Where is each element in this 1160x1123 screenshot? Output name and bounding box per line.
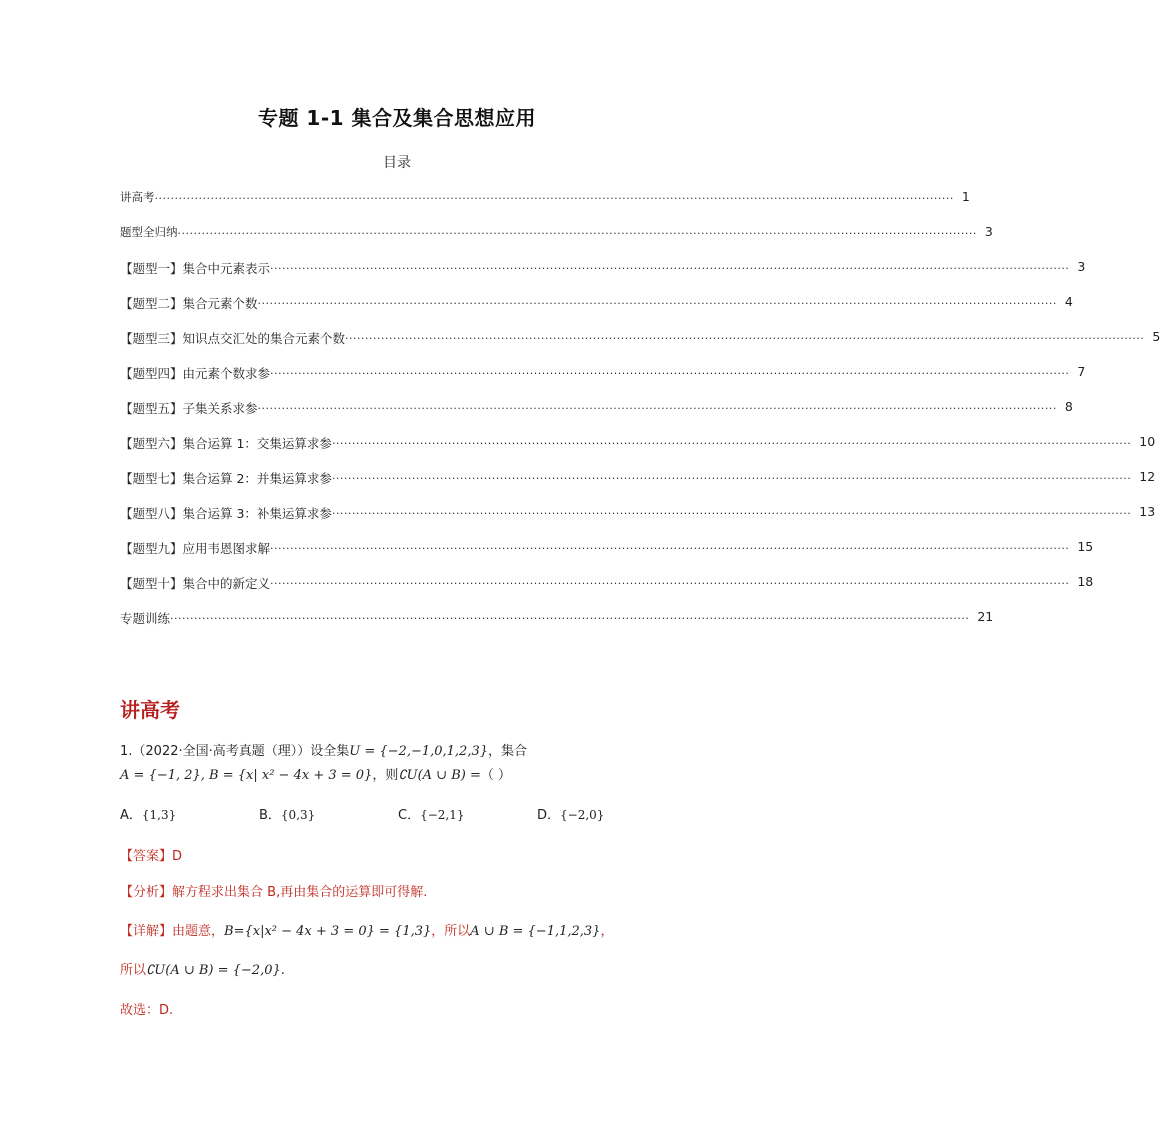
toc-row[interactable] bbox=[120, 469, 1156, 504]
toc-leader: ........................................................................................................................................................................................................ bbox=[177, 224, 977, 237]
option-c[interactable] bbox=[398, 804, 465, 823]
toc-label: 【题型四】由元素个数求参 bbox=[120, 366, 271, 381]
option-a[interactable] bbox=[120, 804, 176, 823]
toc-leader: ........................................................................................................................................................................................................ bbox=[170, 609, 970, 622]
toc-label: 【题型三】知识点交汇处的集合元素个数 bbox=[120, 331, 346, 346]
conclusion: 故选：D. bbox=[120, 1003, 174, 1018]
option-value: {0,3} bbox=[280, 808, 316, 822]
toc-leader: ........................................................................................................................................................................................................ bbox=[270, 539, 1070, 552]
toc-page: 3 bbox=[1077, 259, 1086, 274]
toc-leader: ........................................................................................................................................................................................................ bbox=[331, 434, 1132, 447]
question-connector: ，则 bbox=[372, 768, 399, 783]
toc-row[interactable] bbox=[120, 609, 994, 644]
analysis-text: 解方程求出集合 B,再由集合的运算即可得解. bbox=[172, 885, 428, 900]
toc-row[interactable] bbox=[120, 259, 1086, 294]
toc-leader: ........................................................................................................................................................................................................ bbox=[257, 399, 1057, 412]
toc-row[interactable] bbox=[120, 399, 1073, 434]
toc-label: 题型全归纳 bbox=[120, 225, 178, 239]
table-of-contents bbox=[120, 189, 1160, 644]
detail-expression-3: ∁U(A ∪ B) = {−2,0} bbox=[146, 963, 281, 978]
question-universal-set: U = {−2,−1,0,1,2,3} bbox=[349, 744, 488, 759]
detail-end: . bbox=[280, 963, 285, 978]
option-d[interactable] bbox=[537, 804, 604, 823]
toc-row[interactable] bbox=[120, 364, 1086, 399]
toc-leader: ........................................................................................................................................................................................................ bbox=[154, 189, 954, 202]
detail-tag: 【详解】 bbox=[120, 924, 173, 939]
toc-row[interactable] bbox=[120, 329, 1160, 364]
section-heading: 讲高考 bbox=[120, 698, 180, 722]
option-value: {−2,0} bbox=[560, 808, 605, 822]
toc-page: 8 bbox=[1064, 399, 1073, 414]
detail-line-1 bbox=[120, 920, 613, 939]
toc-leader: ........................................................................................................................................................................................................ bbox=[331, 504, 1132, 517]
toc-page: 13 bbox=[1139, 504, 1156, 519]
toc-leader: ........................................................................................................................................................................................................ bbox=[270, 364, 1070, 377]
toc-page: 1 bbox=[961, 189, 970, 204]
toc-leader: ........................................................................................................................................................................................................ bbox=[345, 329, 1145, 342]
toc-page: 3 bbox=[984, 224, 993, 239]
answer-value: D bbox=[172, 849, 183, 864]
question-suffix: ，集合 bbox=[488, 744, 528, 759]
toc-label: 【题型五】子集关系求参 bbox=[120, 401, 258, 416]
toc-leader: ........................................................................................................................................................................................................ bbox=[331, 469, 1132, 482]
detail-expression-2: A ∪ B = {−1,1,2,3} bbox=[470, 924, 601, 939]
detail-expression-1: B={x|x² − 4x + 3 = 0} = {1,3} bbox=[224, 924, 432, 939]
toc-leader: ........................................................................................................................................................................................................ bbox=[270, 259, 1070, 272]
answer-tag: 【答案】 bbox=[120, 849, 173, 864]
toc-row[interactable] bbox=[120, 434, 1156, 469]
detail-line-2 bbox=[120, 959, 285, 978]
question-prefix: 1.（2022·全国·高考真题（理））设全集 bbox=[120, 744, 350, 759]
toc-row[interactable] bbox=[120, 189, 970, 224]
toc-leader: ........................................................................................................................................................................................................ bbox=[257, 294, 1057, 307]
toc-page: 7 bbox=[1077, 364, 1086, 379]
toc-label: 【题型十】集合中的新定义 bbox=[120, 576, 271, 591]
toc-page: 18 bbox=[1077, 574, 1094, 589]
question-expression: ∁U(A ∪ B) = bbox=[398, 768, 481, 783]
toc-label: 讲高考 bbox=[120, 190, 155, 204]
toc-row[interactable] bbox=[120, 539, 1094, 574]
question-set-b: , B = {x| x² − 4x + 3 = 0} bbox=[200, 768, 373, 783]
option-value: {1,3} bbox=[141, 808, 177, 822]
toc-row[interactable] bbox=[120, 224, 993, 259]
toc-label: 【题型八】集合运算 3：补集运算求参 bbox=[120, 506, 332, 521]
detail-connector: ，所以 bbox=[431, 924, 471, 939]
question-blank: （ ） bbox=[480, 768, 511, 783]
option-letter: B． bbox=[259, 808, 281, 823]
toc-label: 【题型九】应用韦恩图求解 bbox=[120, 541, 271, 556]
option-letter: A． bbox=[120, 808, 142, 823]
toc-page: 5 bbox=[1152, 329, 1160, 344]
toc-page: 4 bbox=[1064, 294, 1073, 309]
question-line-2 bbox=[120, 764, 511, 783]
option-letter: C． bbox=[398, 808, 421, 823]
toc-page: 12 bbox=[1139, 469, 1156, 484]
analysis-line bbox=[120, 881, 427, 900]
toc-heading: 目录 bbox=[383, 155, 411, 171]
question-line-1 bbox=[120, 740, 527, 759]
toc-page: 10 bbox=[1139, 434, 1156, 449]
detail-tail: ， bbox=[600, 924, 614, 939]
option-letter: D． bbox=[537, 808, 561, 823]
toc-row[interactable] bbox=[120, 574, 1094, 609]
detail-lead: 由题意， bbox=[172, 924, 225, 939]
toc-page: 15 bbox=[1077, 539, 1094, 554]
toc-label: 【题型二】集合元素个数 bbox=[120, 296, 258, 311]
detail-lead-2: 所以 bbox=[120, 963, 147, 978]
toc-label: 专题训练 bbox=[120, 611, 171, 626]
answer-line bbox=[120, 845, 182, 864]
toc-label: 【题型六】集合运算 1：交集运算求参 bbox=[120, 436, 332, 451]
toc-row[interactable] bbox=[120, 504, 1156, 539]
option-value: {−2,1} bbox=[420, 808, 465, 822]
analysis-tag: 【分析】 bbox=[120, 885, 173, 900]
page-title: 专题 1-1 集合及集合思想应用 bbox=[257, 106, 537, 130]
toc-label: 【题型七】集合运算 2：并集运算求参 bbox=[120, 471, 332, 486]
option-b[interactable] bbox=[259, 804, 315, 823]
toc-page: 21 bbox=[977, 609, 994, 624]
toc-leader: ........................................................................................................................................................................................................ bbox=[270, 574, 1070, 587]
toc-label: 【题型一】集合中元素表示 bbox=[120, 261, 271, 276]
toc-row[interactable] bbox=[120, 294, 1073, 329]
question-set-a: A = {−1, 2} bbox=[120, 768, 201, 783]
